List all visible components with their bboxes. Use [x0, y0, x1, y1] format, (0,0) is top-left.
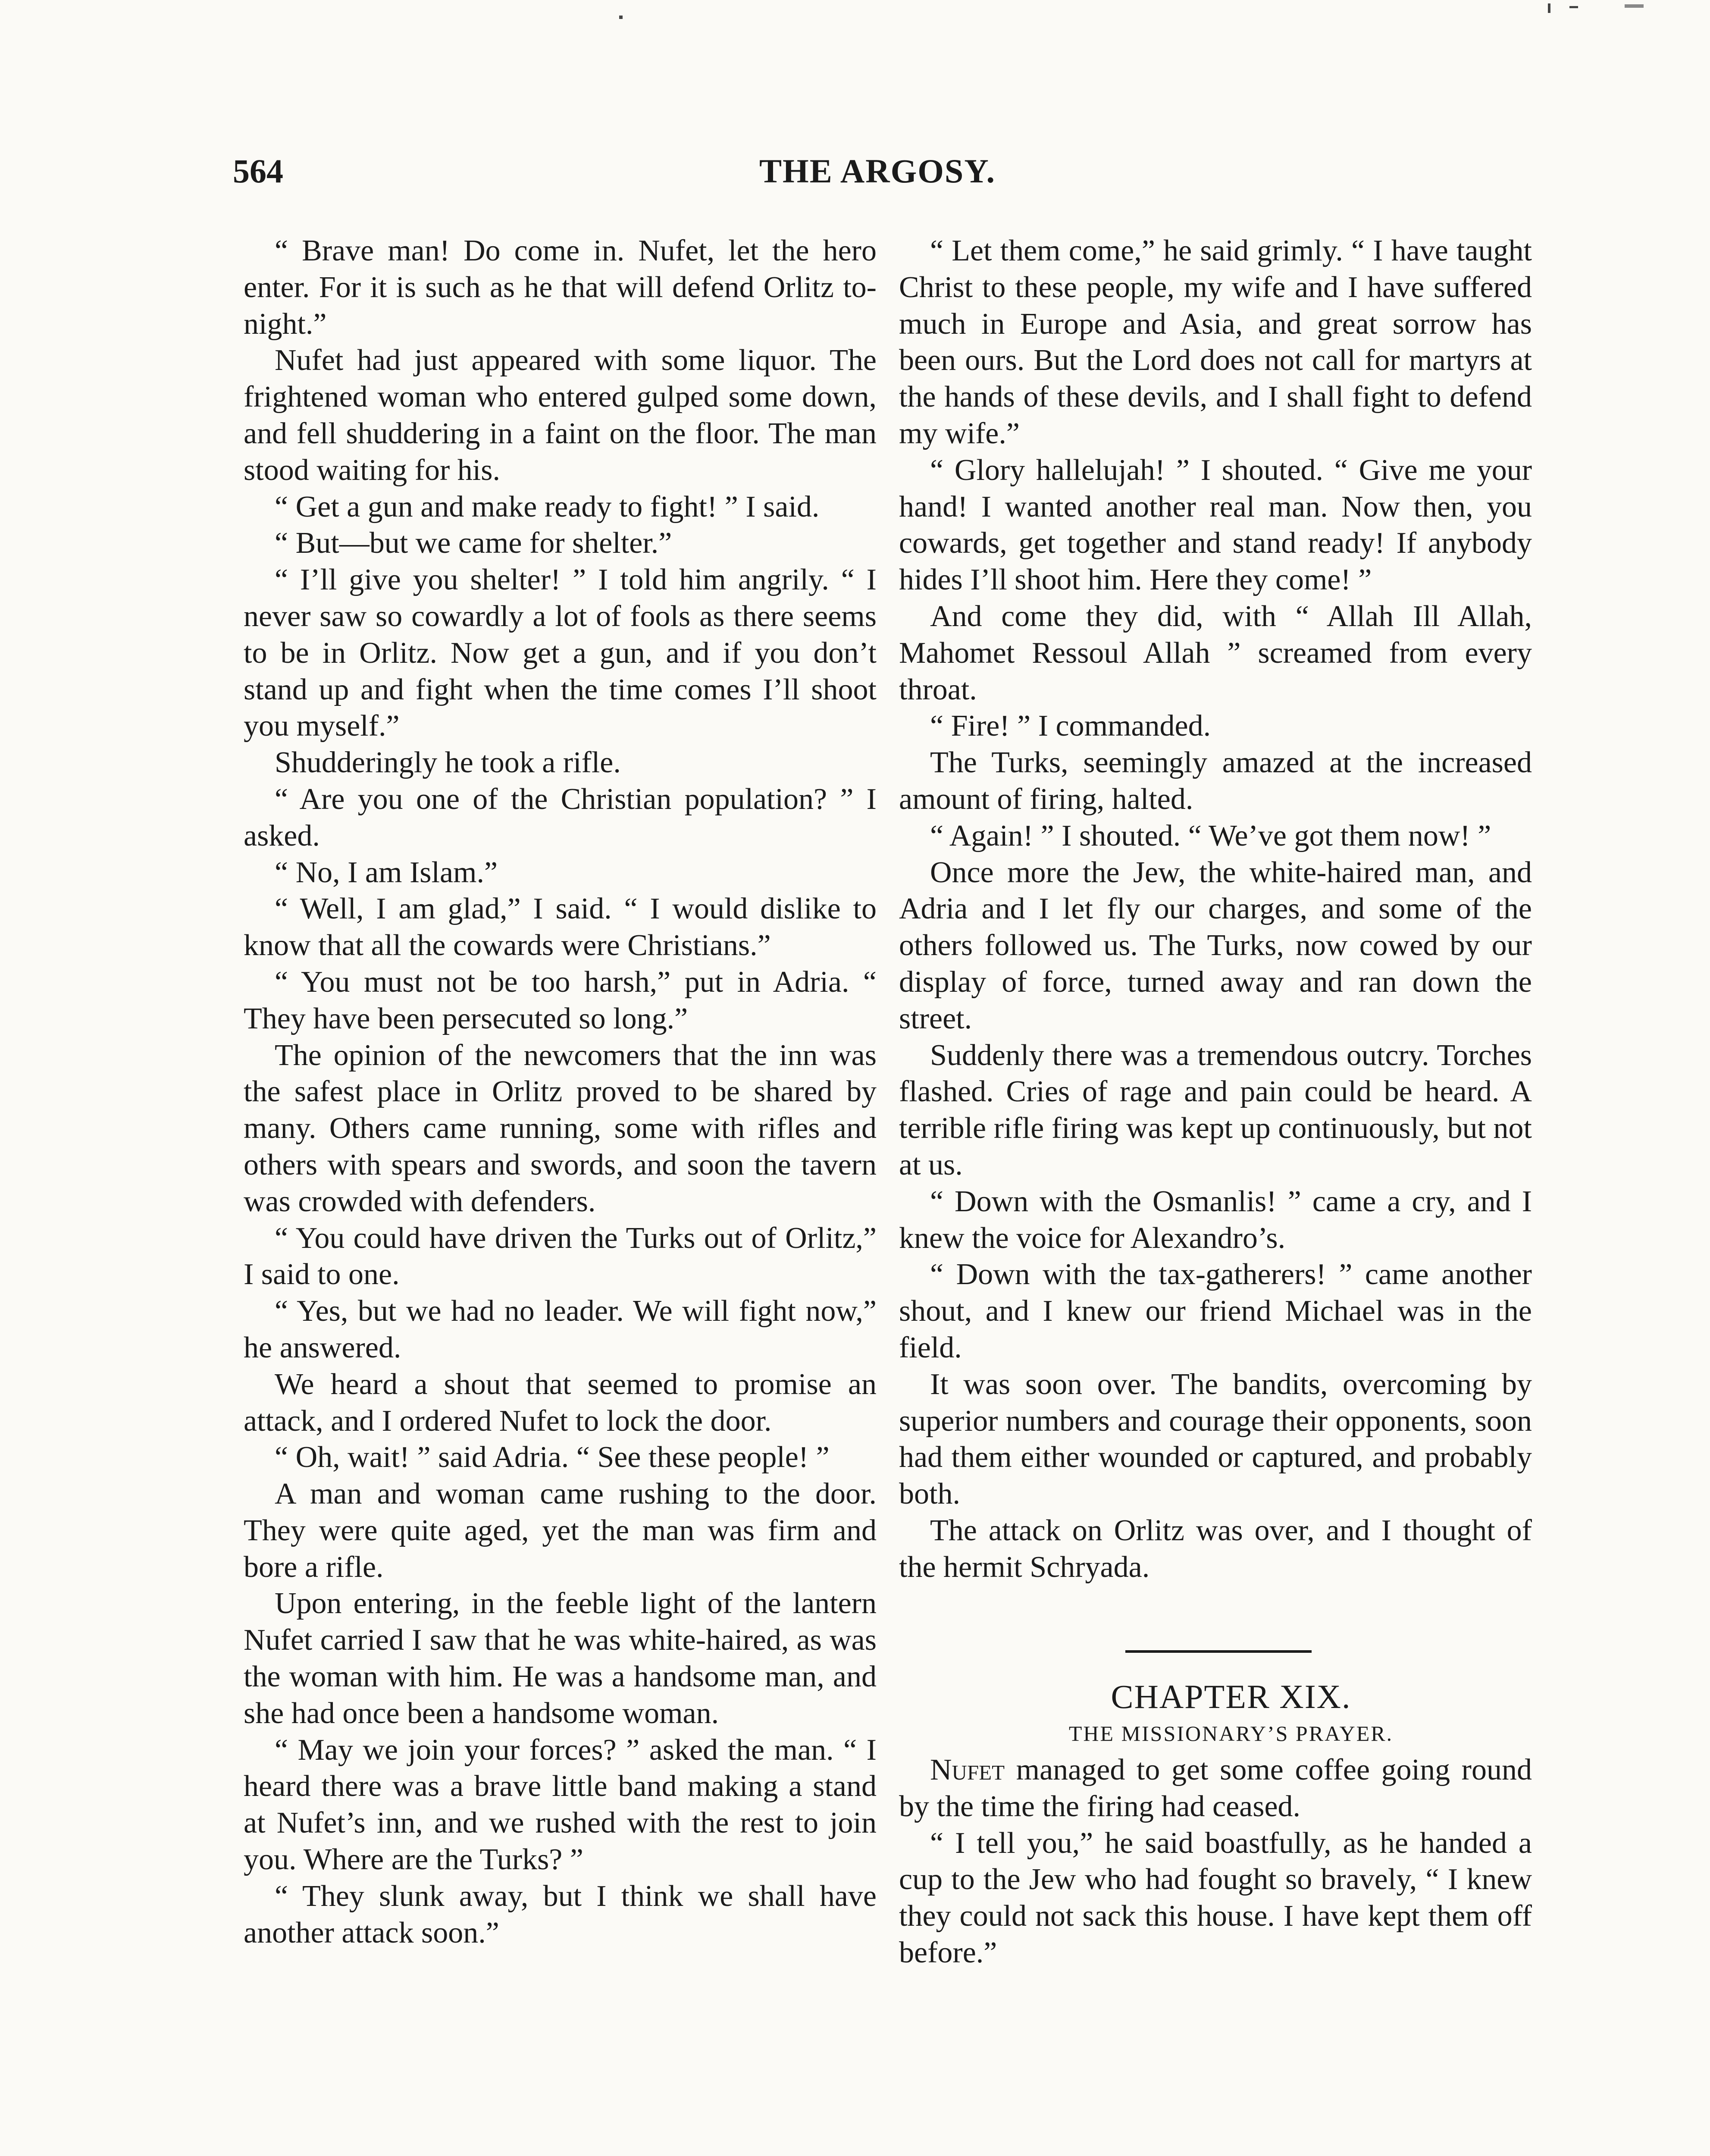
- paragraph: “ Well, I am glad,” I said. “ I would dislike to know that all the cowards were Christians.”: [244, 892, 877, 962]
- paragraph: And come they did, with “ Allah Ill Allah, Mahomet Ressoul Allah ” screamed from every throat.: [899, 599, 1532, 706]
- paragraph: Suddenly there was a tremendous outcry. Torches flashed. Cries of rage and pain could be heard. A terrible rifle firing was kept up continuously, but not at us.: [899, 1038, 1532, 1181]
- paragraph: “ Glory hallelujah! ” I shouted. “ Give me your hand! I wanted another real man. Now then, you cowards, get together and stand ready! If anybody hides I’ll shoot him. Here they come! ”: [899, 453, 1532, 597]
- paragraph: “ Get a gun and make ready to fight! ” I said.: [275, 490, 820, 523]
- paragraph: Shudderingly he took a rifle.: [275, 746, 621, 780]
- paragraph: “ Yes, but we had no leader. We will fight now,” he answered.: [244, 1294, 877, 1364]
- paragraph: “ Fire! ” I commanded.: [930, 709, 1211, 743]
- chapter-heading: CHAPTER XIX.: [1111, 1678, 1351, 1716]
- paragraph: “ You could have driven the Turks out of Orlitz,” I said to one.: [244, 1221, 877, 1291]
- running-title: THE ARGOSY.: [759, 152, 996, 190]
- paragraph: A man and woman came rushing to the door. They were quite aged, yet the man was firm and bore a rifle.: [244, 1477, 877, 1584]
- paragraph: “ But—but we came for shelter.”: [275, 526, 672, 560]
- paragraph: “ No, I am Islam.”: [275, 856, 498, 889]
- chapter-subtitle: THE MISSIONARY’S PRAYER.: [1068, 1721, 1394, 1746]
- paragraph: “ Again! ” I shouted. “ We’ve got them now! ”: [930, 819, 1491, 852]
- page-number: 564: [233, 152, 283, 190]
- opening-word: Nufet: [930, 1753, 1005, 1787]
- print-speck: [1548, 3, 1550, 13]
- print-speck: [619, 16, 623, 19]
- opening-text: managed to get some coffee going round by the time the firing had ceased.: [899, 1753, 1532, 1823]
- paragraph: “ They slunk away, but I think we shall have another attack soon.”: [244, 1879, 877, 1949]
- paragraph: Upon entering, in the feeble light of the lantern Nufet carried I saw that he was white-haired, as was the woman with him. He was a handsome man, and she had once been a handsome woman.: [244, 1587, 877, 1730]
- divider-rule: [1125, 1650, 1312, 1653]
- paragraph: The attack on Orlitz was over, and I thought of the hermit Schryada.: [899, 1514, 1532, 1584]
- paragraph: The opinion of the newcomers that the inn was the safest place in Orlitz proved to be shared by many. Others came running, some with rifles and others with spears and swords, and soon the tavern was crowded with defenders.: [244, 1038, 877, 1218]
- paragraph: Once more the Jew, the white-haired man, and Adria and I let fly our charges, and some of the others followed us. The Turks, now cowed by our display of force, turned away and ran down the street.: [899, 856, 1532, 1035]
- section-divider: [899, 1586, 1532, 1677]
- paragraph: “ Let them come,” he said grimly. “ I have taught Christ to these people, my wife and I have suffered much in Europe and Asia, and great sorrow has been ours. But the Lord does not call for martyrs at the hands of these devils, and I shall fight to defend my wife.”: [899, 234, 1532, 450]
- paragraph: We heard a shout that seemed to promise an attack, and I ordered Nufet to lock the door.: [244, 1367, 877, 1438]
- paragraph: “ May we join your forces? ” asked the man. “ I heard there was a brave little band making a stand at Nufet’s inn, and we rushed with the rest to join you. Where are the Turks? ”: [244, 1733, 877, 1877]
- paragraph: “ Down with the tax-gatherers! ” came another shout, and I knew our friend Michael was in the field.: [899, 1258, 1532, 1364]
- paragraph: “ Down with the Osmanlis! ” came a cry, and I knew the voice for Alexandro’s.: [899, 1185, 1532, 1255]
- paragraph: “ Oh, wait! ” said Adria. “ See these people! ”: [275, 1441, 830, 1474]
- paragraph: Nufet had just appeared with some liquor. The frightened woman who entered gulped some down, and fell shuddering in a faint on the floor. The man stood waiting for his.: [244, 344, 877, 487]
- print-speck: [1569, 6, 1578, 8]
- print-speck: [1625, 4, 1644, 8]
- paragraph: “ You must not be too harsh,” put in Adria. “ They have been persecuted so long.”: [244, 965, 877, 1035]
- paragraph: It was soon over. The bandits, overcoming by superior numbers and courage their opponents, soon had them either wounded or captured, and probably both.: [899, 1367, 1532, 1511]
- chapter-opening-paragraph: [899, 1752, 1532, 1825]
- paragraph: “ I’ll give you shelter! ” I told him angrily. “ I never saw so cowardly a lot of fools as there seems to be in Orlitz. Now get a gun, and if you don’t stand up and fight when the time comes I’ll shoot you myself.”: [244, 563, 877, 743]
- paragraph: “ Brave man! Do come in. Nufet, let the hero enter. For it is such as he that will defend Orlitz to-night.”: [244, 234, 877, 341]
- paragraph: “ Are you one of the Christian population? ” I asked.: [244, 782, 877, 852]
- paragraph: The Turks, seemingly amazed at the increased amount of firing, halted.: [899, 746, 1532, 816]
- right-text-column: [899, 233, 1532, 1971]
- paragraph: “ I tell you,” he said boastfully, as he handed a cup to the Jew who had fought so bravely, “ I knew they could not sack this house. I have kept them off before.”: [899, 1826, 1532, 1970]
- left-text-column: [244, 233, 877, 1951]
- page-header: [233, 152, 1522, 199]
